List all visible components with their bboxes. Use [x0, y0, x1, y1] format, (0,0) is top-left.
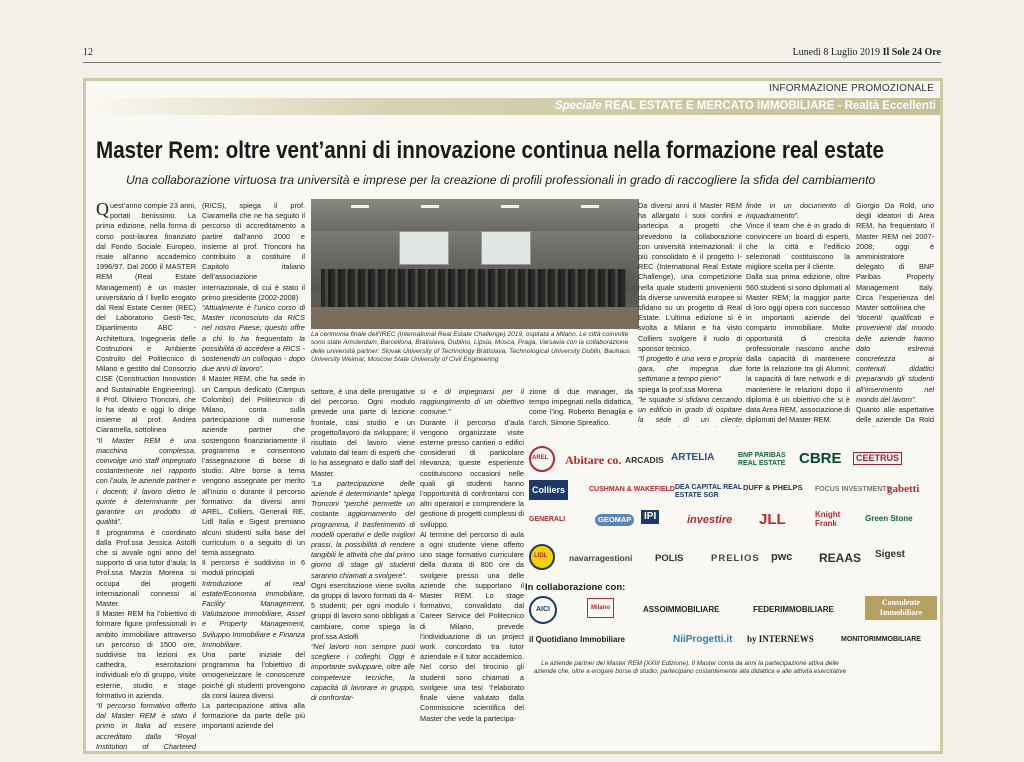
focus-logo: FOCUS INVESTMENTS — [815, 486, 892, 493]
col4-para-2: Al termine del percorso di aula a ogni studente viene offerto uno stage formativo curriculare della durata di 800 ore da svolgere presso una delle aziende che supportano il Master REM. Lo stage formativo, convalidato dal Career Service del Politecnico di Milano, prevede l’individuazione di un project work concordato tra tutor aziendale e il tutor accademico. Nel corso del tirocinio gli studenti sono chiamati a svolgere una tesi ‘l’elaborato finale viene valutato dalla Commissione scientifica del Master che vede la partecipa- — [420, 529, 524, 723]
article-subhead: Una collaborazione virtuosa tra università e imprese per la creazione di profili professionali in grado di raccogliere la sfida del cambiamento — [126, 173, 876, 187]
generali-logo: GENERALI — [529, 516, 566, 523]
polis-logo: POLIS — [655, 553, 684, 564]
speciale-title: REAL ESTATE E MERCATO IMMOBILIARE - Realtà Eccellenti — [604, 100, 936, 112]
jll-logo: JLL — [759, 511, 786, 528]
speciale-banner — [86, 98, 940, 115]
consulente-logo: Consulente Immobiliare — [865, 596, 937, 620]
col2-modules: Introduzione al real estate/Economia immobiliare, Facility Management, Valutazione Immobiliare, Asset e Property Management, Sviluppo Immobiliare e Finanza Immobiliare. — [202, 578, 305, 649]
page-header — [83, 44, 941, 62]
article-column-8 — [856, 201, 934, 427]
masthead: Il Sole 24 Ore — [882, 47, 941, 58]
ipi-logo: IPI — [641, 510, 659, 524]
navarra-logo: navarragestioni — [569, 553, 633, 563]
ceremony-photo — [311, 199, 639, 329]
speciale-label: Speciale — [554, 100, 602, 112]
header-rule — [83, 62, 941, 63]
promo-label: INFORMAZIONE PROMOZIONALE — [768, 83, 934, 94]
col2-para-1: (RICS), spiega il prof. Ciaramella che ne ha seguito il percorso di accreditamento a partire dall’anno 2000 e insieme al prof. Tronconi ha contribuito a costituire il Capitolo italiano dell’associazione internazionale, di cui è stato il primo presidente (2002-2008) — [202, 201, 305, 302]
gabetti-logo: gabetti — [887, 483, 920, 495]
col6-para-1: Da diversi anni il Master REM ha allargato i suoi confini e partecipa a progetti che prevedono la collaborazione con università internazionali: il più consolidato è il progetto I-REC (International Real Estate Challenge), una competizione nella quale studenti provenienti da diverse università europee si sfidano su un progetto di Real Estate. L’ultima edizione si è svolta a Milano e ha visto Colliers svolgere il ruolo di sponsor tecnico. — [638, 201, 742, 353]
ceetrus-logo: CEETRUS — [853, 452, 902, 465]
col4-quote: si e di impegnarsi per il raggiungimento di un obiettivo comune.” — [420, 387, 524, 417]
col8-para-2: Quanto alle aspettative delle aziende Da Rold — [856, 405, 934, 425]
sigest-logo: Sigest — [875, 549, 906, 560]
col7-para-2: Dalla sua prima edizione, oltre 560 studenti si sono diplomati al Master REM; la maggior parte di loro oggi opera con successo in importanti aziende del comparto immobiliare. Molte opportunità di crescita professionale nascono anche dalla capacità di mantenere forte la relazione tra gli Alumni; la capacità di fare network e di mantenere le relazioni dopo il diploma è un obiettivo che si è data Area REM, associazione di diplomati del Master REM. — [746, 272, 850, 425]
date-text: Lunedì 8 Luglio 2019 — [792, 47, 881, 58]
partners-caption: Le aziende partner del Master REM (XXIII Edizione). Il Master conta da anni la partecipazione attiva delle aziende che, oltre a erogare borse di studio, partecipano costantemente alla didattica e alle attività esercitative — [533, 660, 847, 676]
col7-quote: finite in un documento di inquadramento”. — [746, 201, 850, 221]
arel-name: AREL — [532, 455, 549, 461]
greenstone-logo: Green Stone — [865, 514, 913, 523]
pwc-logo: pwc — [771, 551, 793, 563]
article-column-5 — [529, 387, 633, 427]
col8-quote-1: “docenti qualificati e provenienti dal mondo delle aziende hanno dato estrema concretezza ai contenuti didattici preparando gli studenti all’inserimento nel mondo del lavoro”. — [856, 313, 934, 404]
col1-para-3: Il Master REM ha l’obiettivo di formare figure professionali in ambito immobiliare attraverso un percorso di 1500 ore, suddivise tra lezioni ex cathedra, esercitazioni individuali e/o di gruppo, visite esterne, studio e stage formativo in azienda. — [96, 609, 196, 700]
cbre-logo: CBRE — [799, 450, 842, 467]
internews-logo: by INTERNEWS — [747, 634, 814, 644]
col3-para-2: Ogni esercitazione viene svolta da gruppi di lavoro formati da 4-5 studenti; per ogni modulo i gruppi di lavoro sono obbligati a cambiare, come spiega la prof.ssa Astolfi — [311, 580, 415, 641]
col6-quote-1: “Il progetto è una vera e propria gara, che impegna due settimane a tempo pieno” — [638, 354, 742, 384]
investire-logo: investire — [687, 514, 733, 526]
quotidiano-logo: il Quotidiano Immobiliare — [529, 635, 626, 644]
col7-para-1: Vince il team che è in grado di convincere un board di esperti, che la città e l’edificio selezionati costituiscono la migliore scelta per il cliente. — [746, 221, 850, 272]
milano-logo: Milano — [587, 598, 614, 618]
col2-para-4: Una parte iniziale del programma ha l’obiettivo di omogeneizzare le conoscenze poiché gli studenti provengono da corsi laurea diversi. — [202, 649, 305, 700]
reaas-logo: REAAS — [819, 551, 862, 565]
col2-para-3: Il percorso è suddiviso in 6 moduli principali — [202, 558, 305, 578]
col5-para-1: zione di due manager, da tempo impegnati nella didattica, come l’ing. Roberto Benaglia e l’arch. Simone Spreafico. — [529, 387, 633, 427]
col3-para-1: settore, è una delle prerogative del percorso. Ogni modulo prevede una parte di lezione frontale, casi studio e un progetto/lavoro da sviluppare; il risultato del lavoro viene valutato dal team di esperti che lo ha assegnato e dallo staff del Master. — [311, 387, 415, 478]
article-column-6 — [638, 201, 742, 427]
drop-cap: Q — [96, 201, 109, 219]
col6-quote-2: “le squadre si sfidano cercando un edificio in grado di ospitare la sede di un cliente — [638, 394, 742, 425]
geomap-logo: GEOMAP — [595, 514, 634, 526]
col3-quote-2: “Nel lavoro non sempre puoi scegliere i colleghi. Oggi è importante sviluppare, oltre alle competenze tecniche, la capacità di lavorare in gruppo, di confrontar- — [311, 642, 415, 703]
federimmobiliare-logo: FEDERIMMOBILIARE — [753, 605, 834, 614]
collab-title: In collaborazione con: — [525, 582, 626, 593]
assoimmobiliare-logo: ASSOIMMOBILIARE — [643, 605, 720, 614]
aici-name: AICI — [536, 606, 550, 613]
col2-quote-1: “Attualmente è l’unico corso di Master riconosciuto da RICS nel nostro Paese; questo offre a chi lo ha frequentato la possibilità di accedere a RICS - sostenendo un colloquio - dopo due anni di lavoro”. — [202, 303, 305, 374]
col4-para-1: Durante il percorso d’aula vengono organizzate visite esterne presso cantieri o edifici considerati di particolare rilevanza; queste esperienze costituiscono occasioni nelle quali gli studenti hanno l’opportunità di confrontarsi con altri operatori e comprendere la gestione di progetti complessi di sviluppo. — [420, 417, 524, 529]
arcadis-logo: ARCADIS — [625, 455, 664, 465]
colliers-logo: Colliers — [529, 480, 568, 500]
knightfrank-logo: Knight Frank — [815, 510, 841, 528]
article-column-4 — [420, 387, 524, 751]
article-column-7 — [746, 201, 850, 427]
lidl-name: LIDL — [534, 553, 548, 559]
prelios-logo: PRELIOS — [711, 553, 760, 564]
bnp-logo: BNP PARIBAS REAL ESTATE — [738, 452, 786, 467]
article-column-1 — [96, 201, 196, 751]
cushman-logo: CUSHMAN & WAKEFIELD — [589, 486, 675, 493]
article-headline: Master Rem: oltre vent’anni di innovazione continua nella formazione real estate — [96, 137, 884, 164]
monitor-logo: MONITORIMMOBILIARE — [841, 636, 921, 643]
col2-para-5: La partecipazione attiva alla formazione da parte delle più importanti aziende del — [202, 700, 305, 731]
col8-para-1: Giorgio Da Rold, uno degli ideatori di Area REM, ha frequentato il Master REM nel 2007-2008; oggi è amministratore delegato di BNP Paribas Property Management Italy. Circa l’esperienza del Master sottolinea che — [856, 201, 934, 313]
abitare-logo: Abitare co. — [565, 453, 622, 467]
col1-quote-2: “Il percorso formativo offerto dal Master REM è stato il primo in Italia ad essere accreditato dalla “Royal Institution of Chartered — [96, 700, 196, 751]
col1-quote-1: “Il Master REM è una macchina complessa, coinvolge uno staff impegnato costantemente nel rapporto con l’aula, le aziende partner e i docenti; il lavoro dietro le quinte è determinante per garantire un prodotto di qualità”. — [96, 435, 196, 527]
niiprogetti-logo: NiiProgetti.it — [673, 634, 733, 645]
col2-para-2: Il Master REM, che ha sede in un Campus dedicato (Campus Colombo) del Politecnico di Milano, conta sulla partecipazione di numerose aziende partner che sostengono finanziariamente il programma e consentono l’assegnazione di borse di studio. Altre borse a tema vengono assegnate per merito all’inizio o durante il percorso formativo: da diversi anni AREL, Colliers, Generali RE, Lidl Italia e Sigest premiano alcuni studenti sulla base del curriculum o a seguito di un tema assegnato. — [202, 374, 305, 557]
col6-para-2: spiega la prof.ssa Morena — [638, 384, 722, 394]
partner-logos — [525, 446, 923, 656]
article-column-3 — [311, 387, 415, 751]
photo-caption: La cerimonia finale dell’IREC (International Real Estate Challenge) 2019, ospitata a Milano. Le città coinvolte sono state Amsterdam, Barcellona, Bratislava, Dublino, Lipsia, Mosca, Praga, Varsavia con la collaborazione delle università partner: Slovak University of Technology Bratislava, Technological University Dublin, Bauhaus University Weimar, Moscow State University of Civil Engineering — [311, 331, 631, 364]
col3-quote-1: “La partecipazione delle aziende è determinante” spiega Tronconi “perché permette un costante aggiornamento del programma, il trasferimento di modelli operativi e delle migliori prassi, la possibilità di rendere tangibili le attività che dal primo giorno di stage gli studenti saranno chiamati a svolgere”. — [311, 478, 415, 580]
page-number: 12 — [83, 47, 93, 58]
artelia-logo: ARTELIA — [671, 452, 715, 463]
page-date — [793, 47, 941, 58]
article-column-2 — [202, 201, 305, 751]
deacapital-logo: DEA CAPITAL REAL ESTATE SGR — [675, 484, 743, 499]
duffphelps-logo: DUFF & PHELPS — [743, 483, 803, 492]
col1-para-2: Il programma è coordinato dalla Prof.ssa Jessica Astolfi che si avvale ogni anno del supporto di una tutor d’aula; la Prof.ssa Marzia Morena si occupa dei progetti internazionali connessi al Master. — [96, 527, 196, 608]
col1-para-1: uest’anno compie 23 anni, portati benissimo. La prima edizione, nella forma di corso post-laurea finanziato dal Fondo Sociale Europeo, risale all’anno accademico 1996/97. Dal 2000 il MASTER REM (Real Estate Management) è un master universitario di I livello erogato dal Real Estate Center (REC) del Laboratorio Gesti-Tec, Dipartimento ABC - Architettura, Ingegneria delle Costruzioni e Ambiente Costruito del Politecnico di Milano e gestito dal Consorzio CISE (Construction Innovation and Sustainable Engineering). Il Prof. Oliviero Tronconi, che lo ha ideato e oggi lo dirige insieme al prof. Andrea Ciaramella, sottolinea — [96, 201, 196, 435]
